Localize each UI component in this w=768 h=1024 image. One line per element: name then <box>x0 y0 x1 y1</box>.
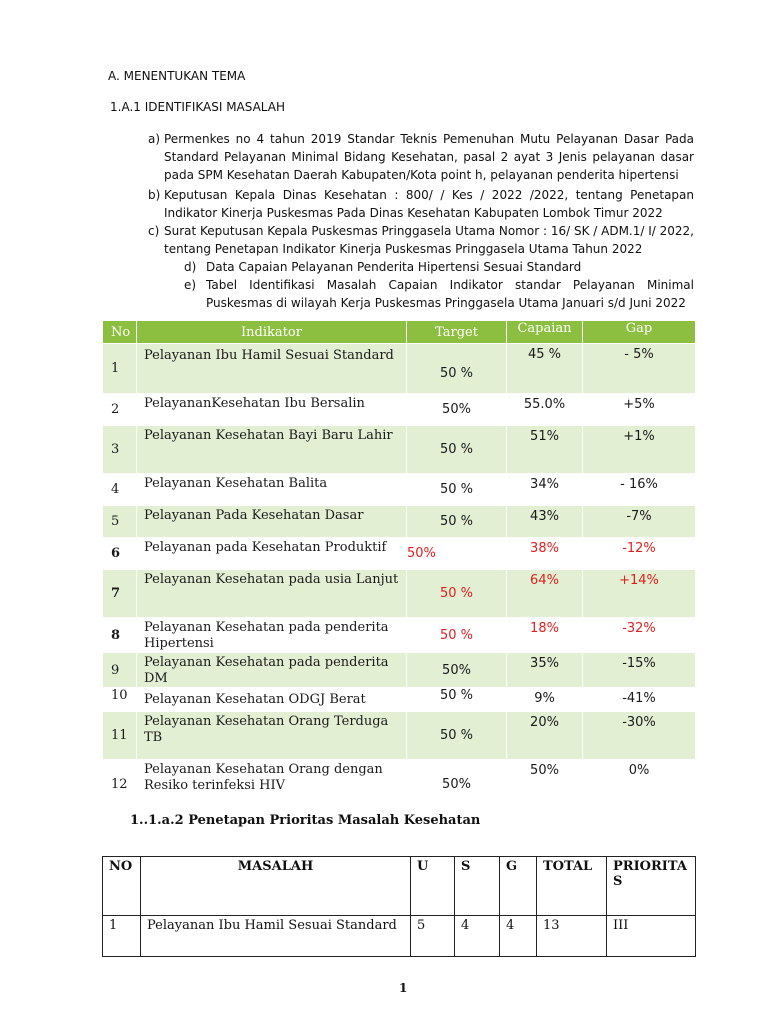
cell-no: 3 <box>103 426 137 474</box>
list-text: Permenkes no 4 tahun 2019 Standar Teknis Pemenuhan Mutu Pelayanan Dasar Pada Standard Pelayanan Minimal Bidang Kesehatan, pasal 2 ayat 3 Jenis pelayanan dasar pada SPM Kesehatan Daerah Kabupaten/Kota point h, pelayanan penderita hipertensi <box>164 132 694 182</box>
table-row <box>103 570 696 618</box>
cell-indikator: Pelayanan Kesehatan Bayi Baru Lahir <box>137 426 407 474</box>
cell-gap: -7% <box>583 506 696 538</box>
priority-table <box>102 856 696 957</box>
cell-capaian: 64% <box>507 570 583 618</box>
cell-no: 9 <box>103 653 137 688</box>
cell-target: 50% <box>407 760 507 810</box>
cell-total: 13 <box>537 916 607 957</box>
list-marker: a) <box>148 132 161 146</box>
header-total: TOTAL <box>537 857 607 916</box>
cell-capaian: 38% <box>507 538 583 570</box>
cell-no: 8 <box>103 618 137 653</box>
list-text: Surat Keputusan Kepala Puskesmas Pringgasela Utama Nomor : 16/ SK / ADM.1/ I/ 2022, tentang Penetapan Indikator Kinerja Puskesmas Pringgasela Utama Tahun 2022 <box>164 224 694 256</box>
cell-s: 4 <box>455 916 500 957</box>
cell-target: 50% <box>407 653 507 688</box>
cell-capaian: 18% <box>507 618 583 653</box>
cell-gap: +14% <box>583 570 696 618</box>
header-masalah: MASALAH <box>141 857 411 916</box>
cell-capaian: 50% <box>507 760 583 810</box>
table-row <box>103 618 696 653</box>
cell-target: 50 % <box>407 712 507 760</box>
cell-target: 50 % <box>407 618 507 653</box>
header-s: S <box>455 857 500 916</box>
table-row <box>103 426 696 474</box>
subsection-title: 1..1.a.2 Penetapan Prioritas Masalah Kesehatan <box>130 813 481 828</box>
cell-capaian: 45 % <box>507 344 583 394</box>
cell-indikator: Pelayanan Kesehatan Orang Terduga TB <box>137 712 407 760</box>
cell-indikator: Pelayanan pada Kesehatan Produktif <box>137 538 407 570</box>
cell-target: 50 % <box>407 506 507 538</box>
cell-capaian: 43% <box>507 506 583 538</box>
cell-gap: +5% <box>583 394 696 426</box>
table-row <box>103 506 696 538</box>
cell-gap: -41% <box>583 688 696 712</box>
cell-target: 50 % <box>407 688 507 712</box>
cell-prioritas: III <box>607 916 696 957</box>
cell-target: 50 % <box>407 474 507 506</box>
cell-masalah: Pelayanan Ibu Hamil Sesuai Standard <box>141 916 411 957</box>
cell-gap: -30% <box>583 712 696 760</box>
cell-indikator: Pelayanan Kesehatan Orang dengan Resiko terinfeksi HIV <box>137 760 407 810</box>
cell-gap: -32% <box>583 618 696 653</box>
cell-gap: - 16% <box>583 474 696 506</box>
cell-indikator: Pelayanan Kesehatan pada penderita DM <box>137 653 407 688</box>
indicator-table <box>102 320 696 810</box>
header-indikator: Indikator <box>137 321 407 344</box>
cell-no: 6 <box>103 538 137 570</box>
cell-gap: -12% <box>583 538 696 570</box>
table-header-row <box>103 321 696 344</box>
page-number: 1 <box>399 981 408 995</box>
list-marker: b) <box>148 188 161 202</box>
header-capaian: Capaian <box>507 321 583 344</box>
cell-gap: -15% <box>583 653 696 688</box>
cell-target: 50 % <box>407 426 507 474</box>
header-gap: Gap <box>583 321 696 344</box>
cell-capaian: 35% <box>507 653 583 688</box>
cell-indikator: Pelayanan Kesehatan Balita <box>137 474 407 506</box>
cell-no: 1 <box>103 916 141 957</box>
cell-indikator: Pelayanan Kesehatan ODGJ Berat <box>137 688 407 712</box>
cell-indikator: Pelayanan Kesehatan pada usia Lanjut <box>137 570 407 618</box>
list-marker: c) <box>148 224 160 238</box>
cell-gap: 0% <box>583 760 696 810</box>
cell-indikator: Pelayanan Pada Kesehatan Dasar <box>137 506 407 538</box>
cell-capaian: 34% <box>507 474 583 506</box>
cell-gap: - 5% <box>583 344 696 394</box>
cell-no: 11 <box>103 712 137 760</box>
cell-target: 50% <box>407 538 507 570</box>
header-g: G <box>500 857 537 916</box>
table-row <box>103 712 696 760</box>
cell-indikator: PelayananKesehatan Ibu Bersalin <box>137 394 407 426</box>
list-text: Data Capaian Pelayanan Penderita Hipertensi Sesuai Standard <box>206 260 582 274</box>
table-row <box>103 474 696 506</box>
list-marker: d) <box>184 260 197 274</box>
cell-capaian: 9% <box>507 688 583 712</box>
header-no: NO <box>103 857 141 916</box>
cell-capaian: 55.0% <box>507 394 583 426</box>
header-target: Target <box>407 321 507 344</box>
cell-g: 4 <box>500 916 537 957</box>
table-header-row <box>103 857 696 916</box>
cell-capaian: 51% <box>507 426 583 474</box>
cell-capaian: 20% <box>507 712 583 760</box>
subsection-heading: 1.A.1 IDENTIFIKASI MASALAH <box>110 100 286 114</box>
header-prioritas: PRIORITAS <box>607 857 696 916</box>
table-row <box>103 688 696 712</box>
cell-gap: +1% <box>583 426 696 474</box>
header-u: U <box>411 857 455 916</box>
list-text: Tabel Identifikasi Masalah Capaian Indikator standar Pelayanan Minimal Puskesmas di wilayah Kerja Puskesmas Pringgasela Utama Januari s/d Juni 2022 <box>206 278 694 310</box>
cell-no: 2 <box>103 394 137 426</box>
list-text: Keputusan Kepala Dinas Kesehatan : 800/ / Kes / 2022 /2022, tentang Penetapan Indikator Kinerja Puskesmas Pada Dinas Kesehatan Kabupaten Lombok Timur 2022 <box>164 188 694 220</box>
list-marker: e) <box>184 278 197 292</box>
cell-u: 5 <box>411 916 455 957</box>
table-row <box>103 344 696 394</box>
table-row <box>103 538 696 570</box>
cell-target: 50 % <box>407 344 507 394</box>
table-row <box>103 653 696 688</box>
cell-no: 1 <box>103 344 137 394</box>
cell-no: 7 <box>103 570 137 618</box>
cell-target: 50% <box>407 394 507 426</box>
cell-no: 5 <box>103 506 137 538</box>
cell-indikator: Pelayanan Ibu Hamil Sesuai Standard <box>137 344 407 394</box>
cell-indikator: Pelayanan Kesehatan pada penderita Hipertensi <box>137 618 407 653</box>
header-no: No <box>103 321 137 344</box>
cell-no: 10 <box>103 688 137 712</box>
table-row <box>103 916 696 957</box>
table-row <box>103 394 696 426</box>
cell-no: 12 <box>103 760 137 810</box>
cell-no: 4 <box>103 474 137 506</box>
table-row <box>103 760 696 810</box>
cell-target: 50 % <box>407 570 507 618</box>
section-heading: A. MENENTUKAN TEMA <box>108 69 246 83</box>
